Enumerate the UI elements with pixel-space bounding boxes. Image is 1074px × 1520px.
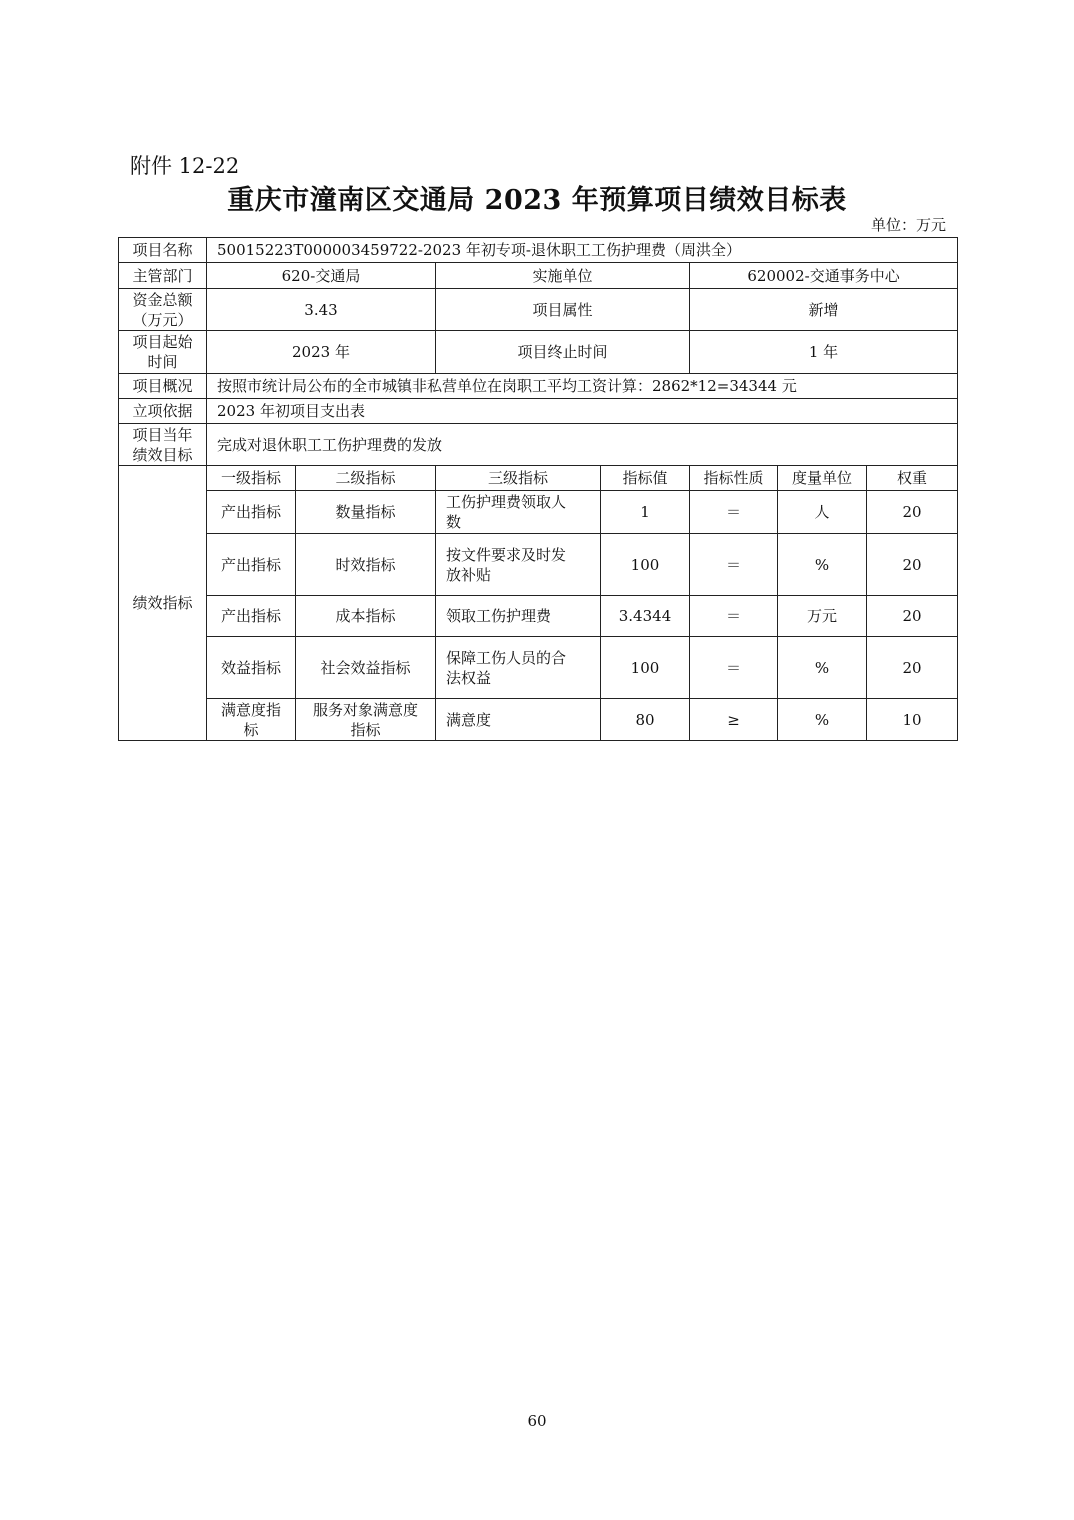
attr-value: 新增	[690, 289, 958, 331]
perf-value: 100	[601, 637, 690, 699]
perf-nature: ＝	[690, 596, 778, 637]
table-row	[119, 374, 958, 399]
perf-header: 一级指标	[207, 466, 296, 491]
end-label: 项目终止时间	[436, 331, 690, 374]
perf-l2: 数量指标	[296, 491, 436, 534]
perf-l2: 社会效益指标	[296, 637, 436, 699]
total-fund-value: 3.43	[207, 289, 436, 331]
start-label: 项目起始 时间	[119, 331, 207, 374]
perf-l1: 效益指标	[207, 637, 296, 699]
perf-value: 1	[601, 491, 690, 534]
table-row	[119, 699, 958, 741]
perf-section-label: 绩效指标	[119, 466, 207, 741]
perf-nature: ＝	[690, 637, 778, 699]
perf-header: 二级指标	[296, 466, 436, 491]
table-row	[119, 399, 958, 424]
project-name-label: 项目名称	[119, 238, 207, 263]
dept-value: 620-交通局	[207, 263, 436, 289]
table-row	[119, 238, 958, 263]
start-value: 2023 年	[207, 331, 436, 374]
impl-unit-value: 620002-交通事务中心	[690, 263, 958, 289]
table-row	[119, 491, 958, 534]
end-value: 1 年	[690, 331, 958, 374]
perf-l1: 产出指标	[207, 534, 296, 596]
perf-header: 三级指标	[436, 466, 601, 491]
perf-weight: 10	[867, 699, 958, 741]
overview-value: 按照市统计局公布的全市城镇非私营单位在岗职工平均工资计算：2862*12=34344 元	[207, 374, 958, 399]
perf-l3: 领取工伤护理费	[436, 596, 601, 637]
perf-nature: ≥	[690, 699, 778, 741]
basis-label: 立项依据	[119, 399, 207, 424]
overview-label: 项目概况	[119, 374, 207, 399]
perf-unit: %	[778, 534, 867, 596]
perf-l2: 成本指标	[296, 596, 436, 637]
perf-unit: %	[778, 699, 867, 741]
page-number: 60	[527, 1412, 547, 1430]
perf-l1: 产出指标	[207, 596, 296, 637]
table-row	[119, 637, 958, 699]
perf-unit: 万元	[778, 596, 867, 637]
attr-label: 项目属性	[436, 289, 690, 331]
perf-value: 80	[601, 699, 690, 741]
perf-value: 100	[601, 534, 690, 596]
table-row	[119, 466, 958, 491]
performance-target-table	[118, 237, 958, 741]
basis-value: 2023 年初项目支出表	[207, 399, 958, 424]
table-row	[119, 424, 958, 466]
document-title: 重庆市潼南区交通局 2023 年预算项目绩效目标表	[227, 185, 847, 216]
perf-l2: 服务对象满意度 指标	[296, 699, 436, 741]
perf-weight: 20	[867, 637, 958, 699]
perf-header: 度量单位	[778, 466, 867, 491]
perf-l3: 保障工伤人员的合 法权益	[436, 637, 601, 699]
perf-l1: 产出指标	[207, 491, 296, 534]
perf-unit: 人	[778, 491, 867, 534]
perf-l2: 时效指标	[296, 534, 436, 596]
table-row	[119, 289, 958, 331]
table-row	[119, 534, 958, 596]
unit-label: 单位：万元	[870, 216, 946, 234]
perf-weight: 20	[867, 596, 958, 637]
perf-value: 3.4344	[601, 596, 690, 637]
perf-l3: 满意度	[436, 699, 601, 741]
table-row	[119, 331, 958, 374]
dept-label: 主管部门	[119, 263, 207, 289]
perf-header: 指标值	[601, 466, 690, 491]
table-row	[119, 263, 958, 289]
goal-value: 完成对退休职工工伤护理费的发放	[207, 424, 958, 466]
perf-l3: 工伤护理费领取人 数	[436, 491, 601, 534]
table-row	[119, 596, 958, 637]
perf-weight: 20	[867, 491, 958, 534]
project-name-value: 50015223T000003459722-2023 年初专项-退休职工工伤护理费（周洪全）	[207, 238, 958, 263]
total-fund-label: 资金总额 （万元）	[119, 289, 207, 331]
perf-nature: ＝	[690, 534, 778, 596]
perf-header: 指标性质	[690, 466, 778, 491]
perf-l3: 按文件要求及时发 放补贴	[436, 534, 601, 596]
goal-label: 项目当年 绩效目标	[119, 424, 207, 466]
perf-unit: %	[778, 637, 867, 699]
perf-weight: 20	[867, 534, 958, 596]
perf-nature: ＝	[690, 491, 778, 534]
perf-header: 权重	[867, 466, 958, 491]
impl-unit-label: 实施单位	[436, 263, 690, 289]
attachment-label: 附件 12-22	[130, 154, 240, 178]
perf-l1: 满意度指 标	[207, 699, 296, 741]
